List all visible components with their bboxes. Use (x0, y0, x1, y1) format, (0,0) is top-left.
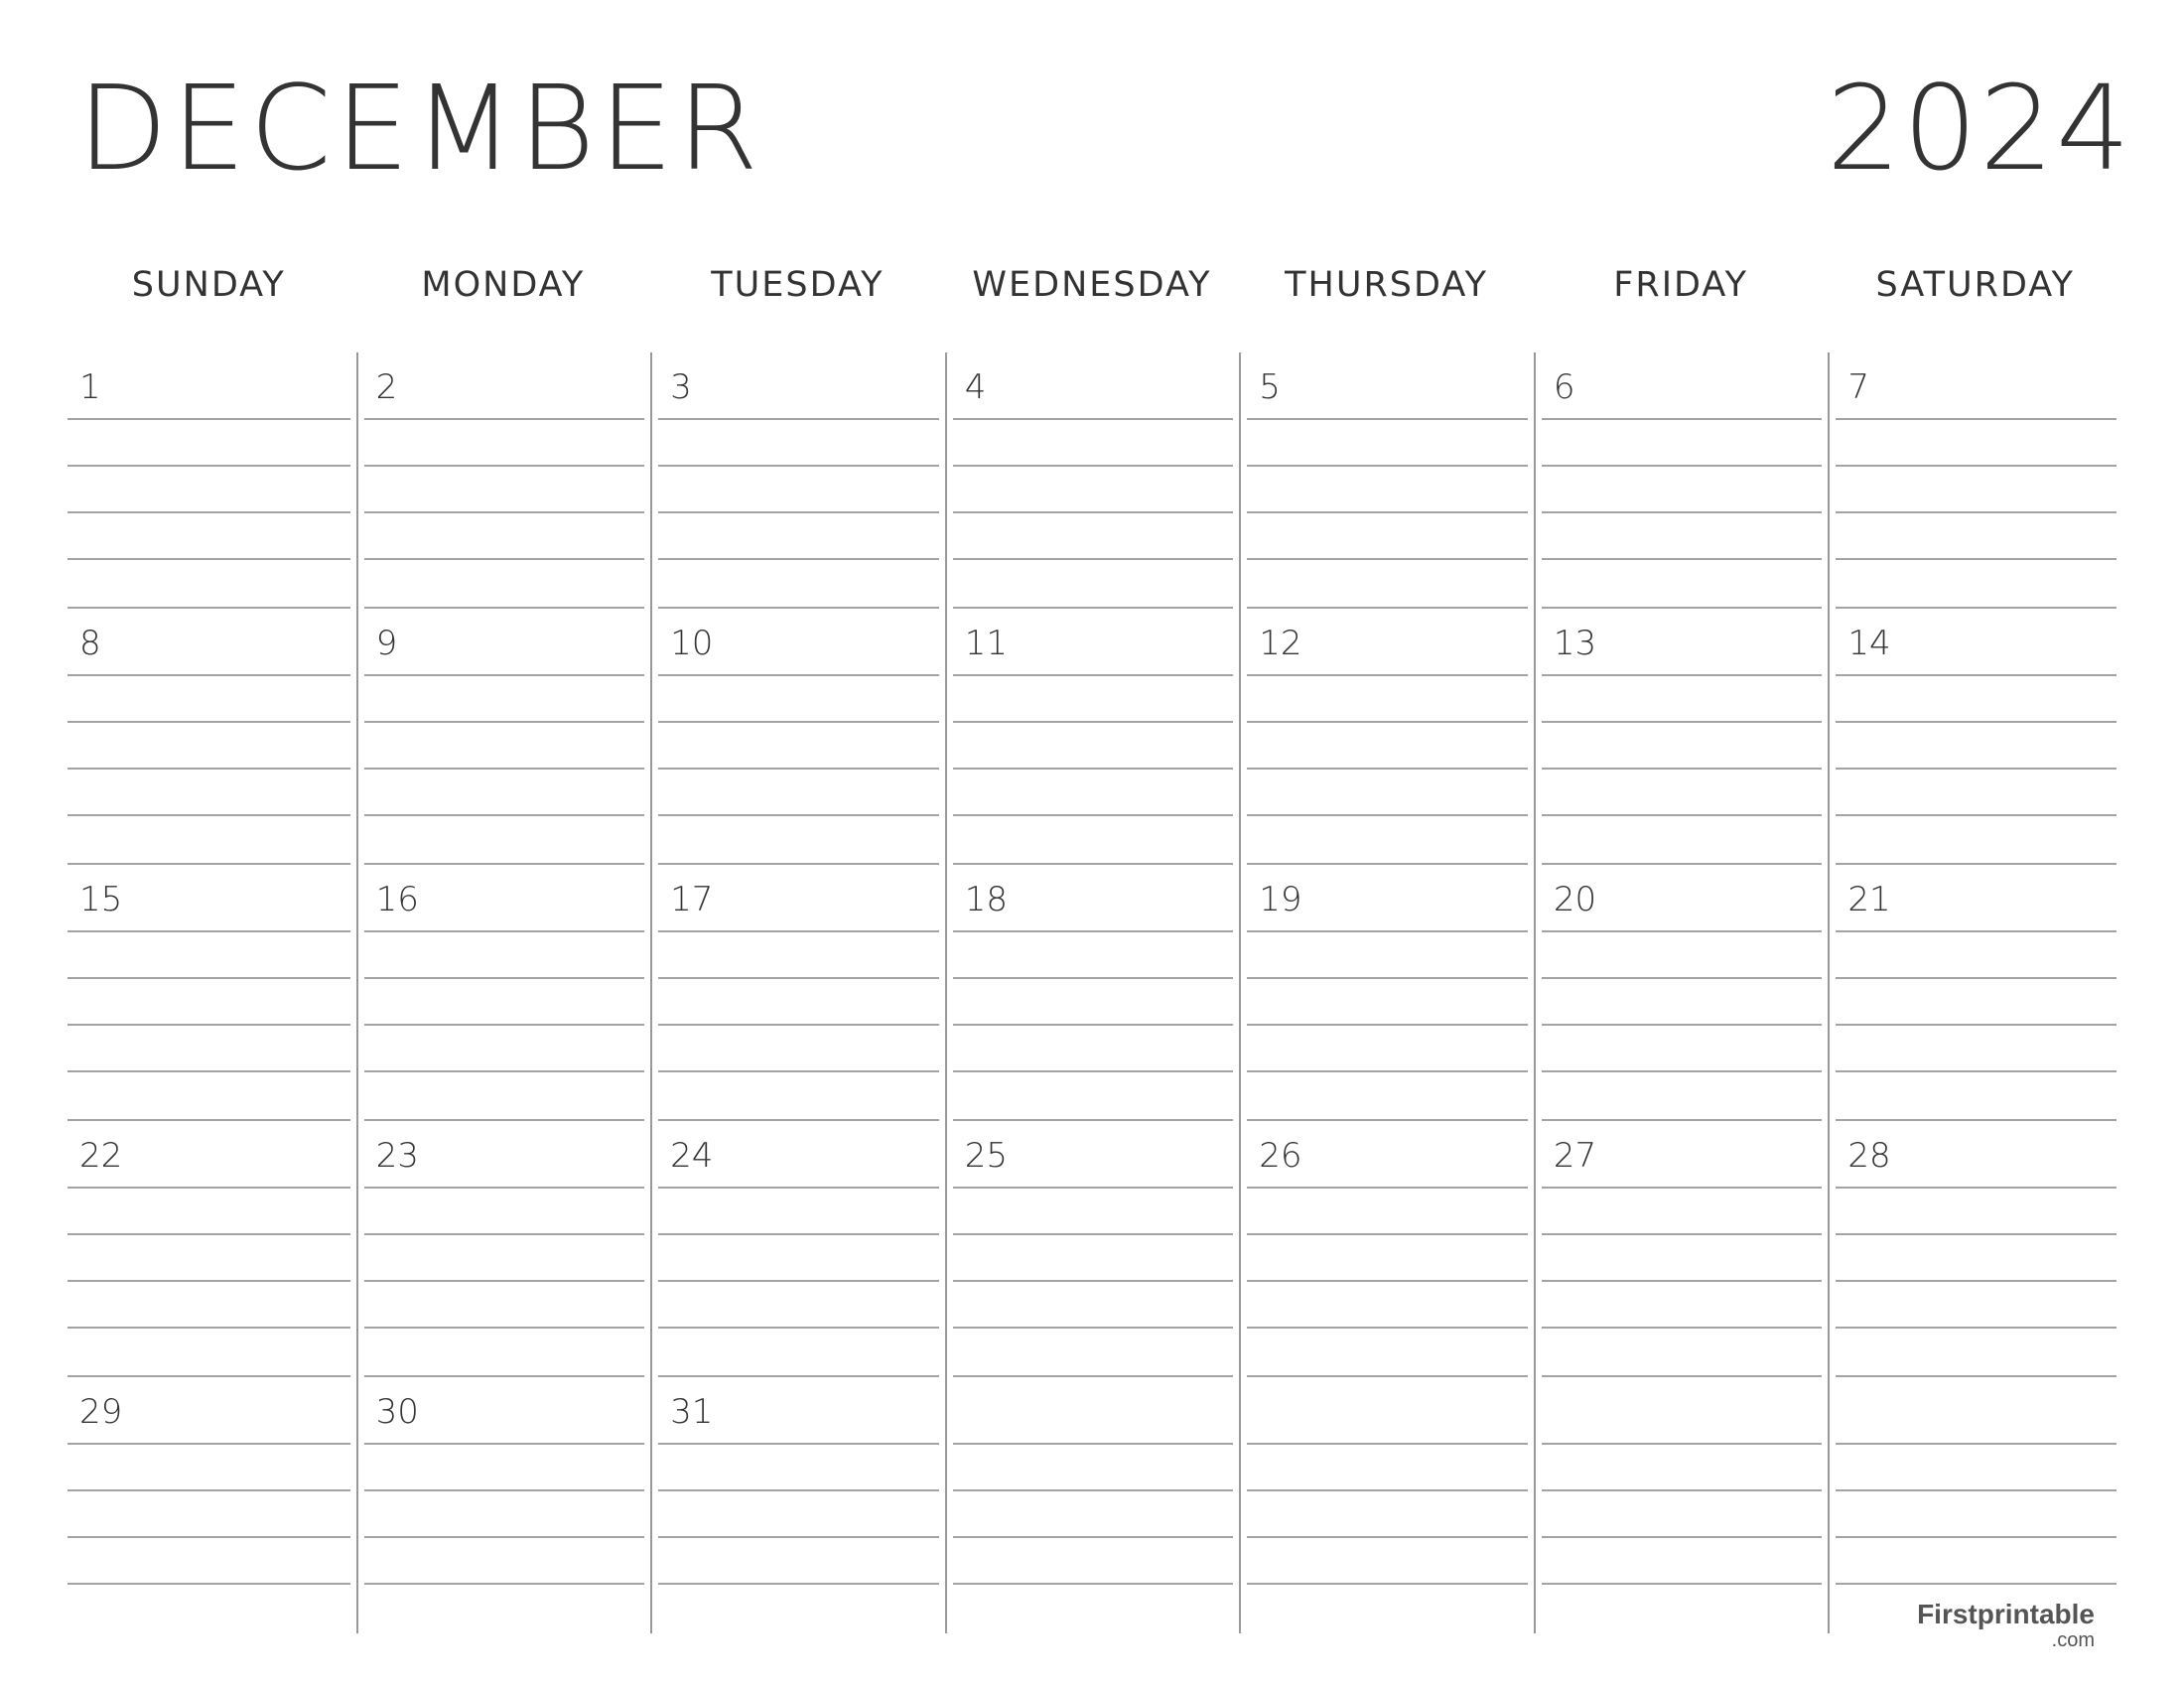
day-number: 22 (79, 1136, 123, 1176)
writing-line (364, 814, 645, 816)
writing-line (1247, 1327, 1528, 1329)
day-cell (356, 1377, 651, 1633)
day-number: 14 (1847, 624, 1891, 663)
day-number: 8 (79, 624, 101, 663)
weekday-tuesday: TUESDAY (711, 265, 885, 305)
writing-line (1836, 1489, 2116, 1491)
writing-line (1247, 465, 1528, 467)
day-number: 9 (375, 624, 398, 663)
writing-line (1247, 930, 1528, 932)
day-cell (62, 865, 356, 1121)
writing-line (1247, 721, 1528, 723)
writing-line (1542, 1536, 1823, 1538)
writing-line (1542, 418, 1823, 420)
writing-line (364, 674, 645, 676)
day-cell (650, 865, 945, 1121)
day-number: 2 (375, 367, 398, 407)
weekday-thursday: THURSDAY (1285, 265, 1488, 305)
writing-line (68, 977, 350, 979)
writing-line (658, 977, 939, 979)
writing-line (1247, 1070, 1528, 1072)
day-cell (1534, 1121, 1829, 1377)
writing-line (364, 1489, 645, 1491)
weekday-wednesday: WEDNESDAY (972, 265, 1212, 305)
weekday-header-row (62, 260, 2122, 310)
writing-line (1247, 1233, 1528, 1235)
writing-line (1836, 1327, 2116, 1329)
writing-line (364, 1443, 645, 1445)
writing-line (1247, 511, 1528, 513)
day-cell (62, 352, 356, 609)
writing-line (1542, 1024, 1823, 1026)
writing-line (364, 977, 645, 979)
writing-line (953, 814, 1234, 816)
day-number: 6 (1553, 367, 1575, 407)
day-number: 12 (1259, 624, 1302, 663)
writing-line (1247, 1489, 1528, 1491)
day-number: 26 (1259, 1136, 1302, 1176)
writing-line (658, 1280, 939, 1282)
day-number: 3 (670, 367, 692, 407)
writing-line (658, 511, 939, 513)
day-cell (356, 609, 651, 865)
writing-line (68, 511, 350, 513)
writing-line (1836, 1070, 2116, 1072)
weekday-friday: FRIDAY (1613, 265, 1748, 305)
writing-line (1542, 814, 1823, 816)
day-cell (650, 609, 945, 865)
writing-line (1836, 674, 2116, 676)
writing-line (1247, 674, 1528, 676)
writing-line (1836, 465, 2116, 467)
writing-line (658, 721, 939, 723)
writing-line (1247, 1443, 1528, 1445)
writing-line (1542, 465, 1823, 467)
day-number: 1 (79, 367, 101, 407)
writing-line (1836, 418, 2116, 420)
writing-line (953, 977, 1234, 979)
day-number: 13 (1553, 624, 1597, 663)
writing-line (364, 558, 645, 560)
writing-line (364, 721, 645, 723)
writing-line (364, 768, 645, 770)
writing-line (68, 768, 350, 770)
day-number: 19 (1259, 880, 1302, 919)
brand-name: Firstprintable (1917, 1599, 2095, 1629)
writing-line (658, 1024, 939, 1026)
writing-line (1247, 1536, 1528, 1538)
writing-line (658, 418, 939, 420)
writing-line (1542, 1233, 1823, 1235)
day-cell (1828, 609, 2122, 865)
writing-line (953, 1327, 1234, 1329)
writing-line (364, 1024, 645, 1026)
writing-line (1247, 1024, 1528, 1026)
writing-line (364, 511, 645, 513)
writing-line (953, 1489, 1234, 1491)
writing-line (364, 1536, 645, 1538)
day-cell (1828, 1377, 2122, 1633)
writing-line (1836, 558, 2116, 560)
writing-line (1542, 674, 1823, 676)
writing-line (658, 768, 939, 770)
writing-line (953, 1070, 1234, 1072)
day-number: 29 (79, 1392, 123, 1432)
writing-line (953, 1233, 1234, 1235)
writing-line (1247, 1583, 1528, 1585)
writing-line (1836, 1024, 2116, 1026)
writing-line (953, 1536, 1234, 1538)
writing-line (1542, 1187, 1823, 1189)
writing-line (68, 721, 350, 723)
writing-line (1247, 977, 1528, 979)
writing-line (953, 558, 1234, 560)
writing-line (364, 1070, 645, 1072)
day-number: 27 (1553, 1136, 1597, 1176)
day-number: 15 (79, 880, 123, 919)
writing-line (364, 465, 645, 467)
writing-line (68, 1327, 350, 1329)
writing-line (1836, 814, 2116, 816)
writing-line (68, 418, 350, 420)
day-cell (1828, 1121, 2122, 1377)
writing-line (658, 1583, 939, 1585)
weekday-monday: MONDAY (421, 265, 586, 305)
writing-line (68, 1489, 350, 1491)
writing-line (68, 930, 350, 932)
writing-line (68, 1583, 350, 1585)
writing-line (68, 1536, 350, 1538)
month-title: DECEMBER (77, 60, 762, 197)
writing-line (1836, 768, 2116, 770)
writing-line (1836, 1583, 2116, 1585)
calendar-grid (62, 352, 2122, 1633)
writing-line (68, 674, 350, 676)
writing-line (953, 930, 1234, 932)
writing-line (68, 1070, 350, 1072)
writing-line (1542, 721, 1823, 723)
writing-line (1542, 1280, 1823, 1282)
writing-line (658, 1233, 939, 1235)
weekday-sunday: SUNDAY (131, 265, 286, 305)
writing-line (658, 558, 939, 560)
writing-line (658, 1070, 939, 1072)
writing-line (68, 1187, 350, 1189)
day-cell (945, 1377, 1240, 1633)
day-number: 24 (670, 1136, 714, 1176)
writing-line (658, 1443, 939, 1445)
writing-line (1836, 1280, 2116, 1282)
day-cell (1534, 865, 1829, 1121)
day-number: 11 (964, 624, 1008, 663)
writing-line (1836, 511, 2116, 513)
day-number: 4 (964, 367, 987, 407)
day-cell (356, 1121, 651, 1377)
year-title: 2024 (1826, 60, 2132, 197)
writing-line (68, 558, 350, 560)
writing-line (1247, 1187, 1528, 1189)
day-number: 18 (964, 880, 1008, 919)
writing-line (364, 1233, 645, 1235)
day-cell (62, 1121, 356, 1377)
day-cell (1828, 865, 2122, 1121)
day-number: 17 (670, 880, 714, 919)
writing-line (364, 1327, 645, 1329)
writing-line (1247, 418, 1528, 420)
writing-line (1542, 1443, 1823, 1445)
writing-line (68, 814, 350, 816)
writing-line (1247, 768, 1528, 770)
writing-line (658, 1489, 939, 1491)
writing-line (953, 674, 1234, 676)
day-cell (1239, 352, 1534, 609)
writing-line (658, 1187, 939, 1189)
day-number: 16 (375, 880, 419, 919)
writing-line (364, 1187, 645, 1189)
writing-line (658, 1536, 939, 1538)
writing-line (1836, 1536, 2116, 1538)
writing-line (1247, 814, 1528, 816)
writing-line (1542, 977, 1823, 979)
writing-line (1542, 768, 1823, 770)
writing-line (364, 418, 645, 420)
writing-line (1542, 1327, 1823, 1329)
day-number: 30 (375, 1392, 419, 1432)
day-number: 23 (375, 1136, 419, 1176)
writing-line (364, 1583, 645, 1585)
day-number: 28 (1847, 1136, 1891, 1176)
day-cell (1239, 1121, 1534, 1377)
writing-line (953, 1443, 1234, 1445)
day-cell (1534, 1377, 1829, 1633)
day-number: 7 (1847, 367, 1870, 407)
writing-line (1542, 511, 1823, 513)
writing-line (68, 1024, 350, 1026)
brand-domain: .com (2051, 1629, 2095, 1651)
day-cell (945, 865, 1240, 1121)
writing-line (658, 465, 939, 467)
day-cell (356, 352, 651, 609)
day-cell (1534, 609, 1829, 865)
day-number: 10 (670, 624, 714, 663)
day-cell (1239, 1377, 1534, 1633)
writing-line (68, 1280, 350, 1282)
writing-line (953, 768, 1234, 770)
writing-line (1542, 930, 1823, 932)
brand-logo (1917, 1601, 2095, 1650)
writing-line (68, 465, 350, 467)
day-cell (945, 609, 1240, 865)
writing-line (1836, 930, 2116, 932)
writing-line (658, 930, 939, 932)
writing-line (953, 1280, 1234, 1282)
day-cell (356, 865, 651, 1121)
day-cell (1239, 865, 1534, 1121)
day-cell (945, 352, 1240, 609)
writing-line (1247, 558, 1528, 560)
writing-line (1542, 1583, 1823, 1585)
writing-line (658, 1327, 939, 1329)
writing-line (1542, 1070, 1823, 1072)
day-cell (1534, 352, 1829, 609)
writing-line (953, 465, 1234, 467)
writing-line (1542, 558, 1823, 560)
writing-line (1836, 1233, 2116, 1235)
writing-line (1247, 1280, 1528, 1282)
writing-line (1836, 1443, 2116, 1445)
writing-line (1542, 1489, 1823, 1491)
day-number: 5 (1259, 367, 1281, 407)
day-number: 31 (670, 1392, 714, 1432)
day-cell (945, 1121, 1240, 1377)
writing-line (68, 1443, 350, 1445)
day-number: 21 (1847, 880, 1891, 919)
writing-line (1836, 1187, 2116, 1189)
writing-line (364, 930, 645, 932)
writing-line (953, 1187, 1234, 1189)
weekday-saturday: SATURDAY (1875, 265, 2075, 305)
day-cell (62, 1377, 356, 1633)
writing-line (68, 1233, 350, 1235)
writing-line (953, 721, 1234, 723)
writing-line (658, 674, 939, 676)
day-number: 25 (964, 1136, 1008, 1176)
writing-line (953, 511, 1234, 513)
writing-line (1836, 721, 2116, 723)
day-cell (1828, 352, 2122, 609)
writing-line (953, 1583, 1234, 1585)
writing-line (1836, 977, 2116, 979)
day-cell (650, 352, 945, 609)
writing-line (364, 1280, 645, 1282)
writing-line (953, 418, 1234, 420)
day-number: 20 (1553, 880, 1597, 919)
writing-line (953, 1024, 1234, 1026)
day-cell (1239, 609, 1534, 865)
writing-line (658, 814, 939, 816)
day-cell (62, 609, 356, 865)
day-cell (650, 1377, 945, 1633)
day-cell (650, 1121, 945, 1377)
